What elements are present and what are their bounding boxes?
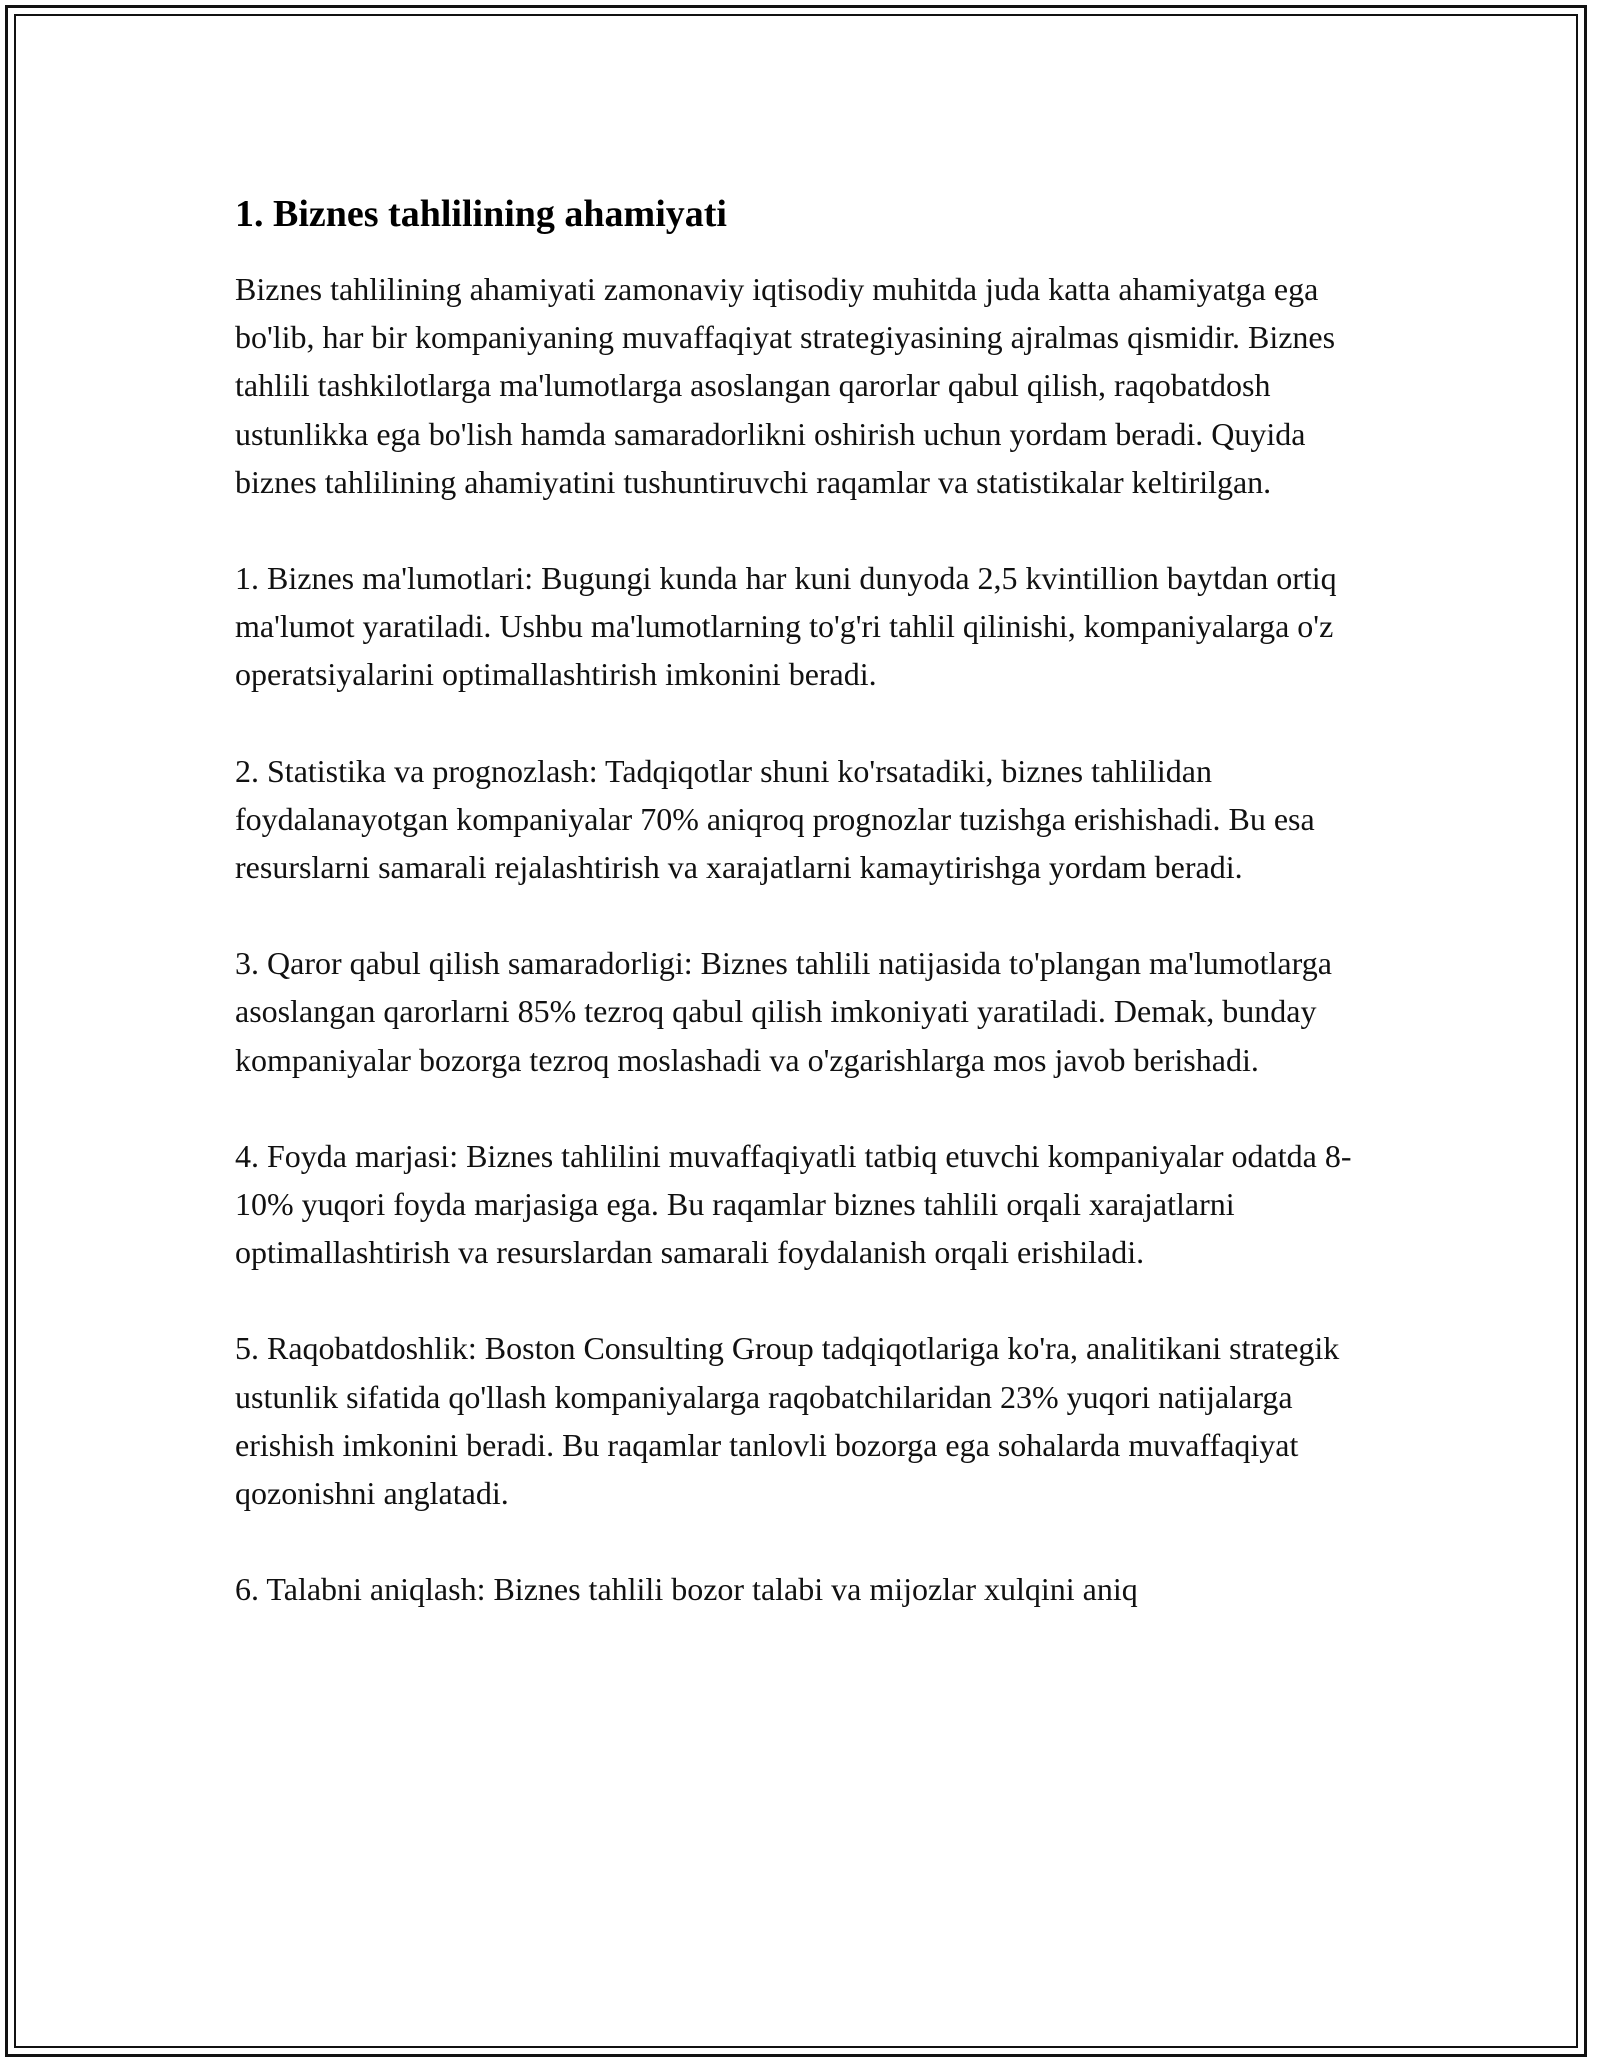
section-heading: 1. Biznes tahlilining ahamiyati xyxy=(235,193,727,235)
point-demand-identification: 6. Talabni aniqlash: Biznes tahlili bozor talabi va mijozlar xulqini aniq xyxy=(235,1571,1138,1608)
intro-paragraph: Biznes tahlilining ahamiyati zamonaviy iqtisodiy muhitda juda katta ahamiyatga ega bo'lib, har bir kompaniyaning muvaffaqiyat strategiyasining ajralmas qismidir. Biznes tahlili tashkilotlarga ma'lumotlarga asoslangan qarorlar qabul qilish, raqobatdosh ustunlikka ega bo'lish hamda samaradorlikni oshirish uchun yordam beradi. Quyida biznes tahlilining ahamiyatini tushuntiruvchi raqamlar va statistikalar keltirilgan. xyxy=(235,271,1336,500)
point-competitiveness: 5. Raqobatdoshlik: Boston Consulting Group tadqiqotlariga ko'ra, analitikani strategik ustunlik sifatida qo'llash kompaniyalarga raqobatchilaridan 23% yuqori natijalarga erishish imkonini beradi. Bu raqamlar tanlovli bozorga ega sohalarda muvaffaqiyat qozonishni anglatadi. xyxy=(235,1330,1340,1512)
point-business-data: 1. Biznes ma'lumotlari: Bugungi kunda har kuni dunyoda 2,5 kvintillion baytdan ortiq ma'lumot yaratiladi. Ushbu ma'lumotlarning to'g'ri tahlil qilinishi, kompaniyalarga o'z operatsiyalarini optimallashtirish imkonini beradi. xyxy=(235,560,1337,693)
document-body xyxy=(235,188,1375,1613)
point-statistics-forecasting: 2. Statistika va prognozlash: Tadqiqotlar shuni ko'rsatadiki, biznes tahlilidan foydalanayotgan kompaniyalar 70% aniqroq prognozlar tuzishga erishishadi. Bu esa resurslarni samarali rejalashtirish va xarajatlarni kamaytirishga yordam beradi. xyxy=(235,752,1315,886)
point-decision-efficiency: 3. Qaror qabul qilish samaradorligi: Biznes tahlili natijasida to'plangan ma'lumotlarga asoslangan qarorlarni 85% tezroq qabul qilish imkoniyati yaratiladi. Demak, bunday kompaniyalar bozorga tezroq moslashadi va o'zgarishlarga mos javob berishadi. xyxy=(235,945,1332,1078)
point-profit-margin: 4. Foyda marjasi: Biznes tahlilini muvaffaqiyatli tatbiq etuvchi kompaniyalar odatda 8-10% yuqori foyda marjasiga ega. Bu raqamlar biznes tahlili orqali xarajatlarni optimallashtirish va resurslardan samarali foydalanish orqali erishiladi. xyxy=(235,1137,1352,1271)
